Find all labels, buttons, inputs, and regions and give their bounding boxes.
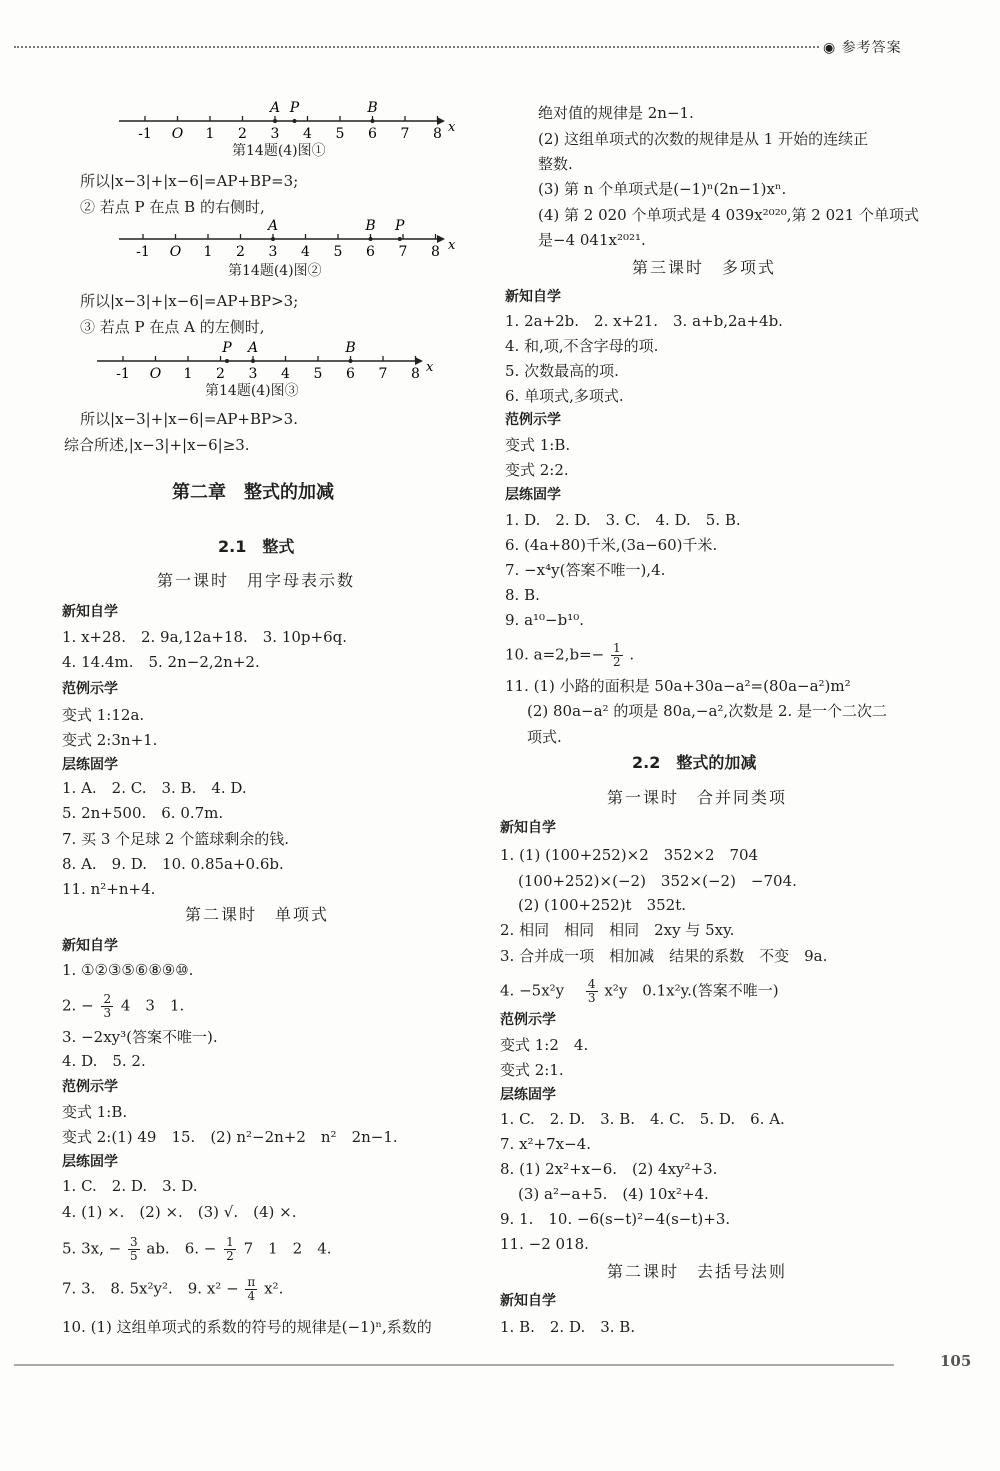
answer-line: (3) 第 n 个单项式是(−1)ⁿ(2n−1)xⁿ. — [538, 180, 787, 198]
answer-line: 1. C. 2. D. 3. B. 4. C. 5. D. 6. A. — [500, 1110, 785, 1128]
answer-line: 1. (1) (100+252)×2 352×2 704 — [500, 846, 759, 864]
point-marker — [271, 237, 275, 241]
answer-line: 变式 2:1. — [500, 1061, 564, 1079]
subheading: 范例示学 — [62, 681, 118, 697]
tick-label: 6 — [368, 126, 377, 142]
text-part: 7. 3. 8. 5x²y². 9. x² − — [62, 1279, 239, 1298]
numerator: 1 — [612, 641, 621, 655]
answer-line: 1. C. 2. D. 3. D. — [62, 1177, 198, 1195]
point-label: P — [395, 218, 405, 234]
answer-line: 11. n²+n+4. — [62, 880, 156, 898]
denominator: 2 — [226, 1249, 234, 1263]
answer-line: 变式 2:2. — [505, 461, 569, 479]
point-label: A — [269, 100, 281, 116]
tick-label: 3 — [270, 126, 280, 142]
point-marker — [293, 119, 297, 123]
axis-label: x — [448, 238, 455, 253]
answer-line: (2) 这组单项式的次数的规律是从 1 开始的连续正 — [538, 130, 869, 148]
chapter-title: 第二章 整式的加减 — [172, 482, 334, 503]
number-line-figure-3 — [93, 336, 433, 386]
text-line: 综合所述,|x−3|+|x−6|≥3. — [64, 436, 250, 454]
answer-line: 6. 单项式,多项式. — [505, 387, 624, 405]
answer-line: 9. a¹⁰−b¹⁰. — [505, 611, 585, 629]
answer-line: 7. x²+7x−4. — [500, 1135, 592, 1153]
numerator: π — [247, 1275, 256, 1289]
fraction — [611, 642, 623, 669]
answer-line: 项式. — [527, 728, 562, 746]
arrow-head — [437, 235, 445, 243]
numerator: 2 — [103, 992, 112, 1006]
answer-line: 是−4 041x²⁰²¹. — [538, 231, 646, 249]
text-part: x². — [264, 1279, 284, 1298]
point-label: A — [267, 218, 279, 234]
point-label: B — [345, 340, 356, 356]
point-label: P — [222, 340, 232, 356]
tick-label: 4 — [281, 366, 290, 382]
point-marker — [371, 119, 375, 123]
axis-label: x — [448, 120, 455, 135]
answer-line: 3. −2xy³(答案不唯一). — [62, 1028, 218, 1046]
figure-caption-2: 第14题(4)图② — [228, 263, 322, 279]
answer-line: (4) 第 2 020 个单项式是 4 039x²⁰²⁰,第 2 021 个单项式 — [538, 206, 919, 224]
answer-line: 1. x+28. 2. 9a,12a+18. 3. 10p+6q. — [62, 628, 348, 646]
answer-line: 6. (4a+80)千米,(3a−60)千米. — [505, 536, 718, 554]
text-part: ab. 6. − — [146, 1239, 217, 1258]
lesson-title: 第三课时 多项式 — [632, 258, 777, 277]
answer-line: 变式 2:(1) 49 15. (2) n²−2n+2 n² 2n−1. — [62, 1128, 398, 1146]
tick-label: 1 — [205, 126, 215, 142]
subheading: 范例示学 — [500, 1012, 556, 1028]
answer-line: 8. A. 9. D. 10. 0.85a+0.6b. — [62, 855, 284, 873]
answer-line: 变式 2:3n+1. — [62, 731, 158, 749]
figure-caption-3: 第14题(4)图③ — [205, 383, 299, 399]
answer-line: 变式 1:2 4. — [500, 1036, 589, 1054]
page-number: 105 — [940, 1352, 972, 1370]
answer-line: 绝对值的规律是 2n−1. — [538, 104, 694, 122]
text-part: 2. − — [62, 996, 94, 1015]
text-part: 10. a=2,b=− — [505, 645, 605, 664]
point-marker — [225, 359, 229, 363]
tick-label: -1 — [138, 126, 152, 142]
subheading: 新知自学 — [500, 820, 556, 836]
answer-line — [62, 1236, 332, 1263]
denominator: 5 — [129, 1249, 138, 1263]
answer-line: 10. (1) 这组单项式的系数的符号的规律是(−1)ⁿ,系数的 — [62, 1318, 432, 1336]
subheading: 层练固学 — [500, 1087, 556, 1103]
answer-line: 整数. — [538, 155, 573, 173]
tick-label: 7 — [400, 126, 410, 142]
point-marker — [251, 359, 255, 363]
tick-label: 2 — [238, 126, 247, 142]
denominator: 4 — [247, 1289, 256, 1303]
fraction — [101, 993, 113, 1020]
answer-line: 1. 2a+2b. 2. x+21. 3. a+b,2a+4b. — [505, 312, 783, 330]
section-title: 2.1 整式 — [218, 537, 295, 556]
lesson-title: 第二课时 单项式 — [185, 905, 330, 924]
tick-label: 2 — [216, 366, 225, 382]
fraction — [128, 1236, 140, 1263]
point-marker — [349, 359, 353, 363]
text-line: ② 若点 P 在点 B 的右侧时, — [80, 198, 265, 216]
answer-line — [505, 642, 634, 669]
answer-line: 1. A. 2. C. 3. B. 4. D. — [62, 779, 247, 797]
point-marker — [369, 237, 373, 241]
tick-label: 5 — [333, 244, 343, 260]
tick-label: 6 — [346, 366, 355, 382]
subheading: 新知自学 — [505, 289, 561, 305]
tick-label: 4 — [303, 126, 312, 142]
point-label: A — [247, 340, 259, 356]
answer-line: 7. −x⁴y(答案不唯一),4. — [505, 561, 666, 579]
section-title: 2.2 整式的加减 — [632, 753, 757, 772]
answer-line: 8. B. — [505, 586, 540, 604]
tick-label: 3 — [248, 366, 258, 382]
subheading: 范例示学 — [505, 412, 561, 428]
point-label: B — [365, 218, 376, 234]
denominator: 3 — [587, 991, 596, 1005]
answer-line: 1. B. 2. D. 3. B. — [500, 1318, 636, 1336]
tick-label: 1 — [203, 244, 213, 260]
answer-line — [500, 978, 779, 1005]
answer-line: (100+252)×(−2) 352×(−2) −704. — [518, 872, 797, 890]
point-marker — [273, 119, 277, 123]
text-line: 所以|x−3|+|x−6|=AP+BP=3; — [80, 172, 299, 190]
answer-line: 变式 1:B. — [62, 1103, 128, 1121]
subheading: 层练固学 — [62, 757, 118, 773]
fraction — [245, 1276, 257, 1303]
subheading: 新知自学 — [62, 604, 118, 620]
text-part: x²y 0.1x²y.(答案不唯一) — [604, 981, 779, 1000]
answer-line: 4. 14.4m. 5. 2n−2,2n+2. — [62, 653, 260, 671]
answer-line: 2. 相同 相同 相同 2xy 与 5xy. — [500, 921, 735, 939]
answer-line: 4. 和,项,不含字母的项. — [505, 337, 659, 355]
answer-line: 3. 合并成一项 相加减 结果的系数 不变 9a. — [500, 947, 828, 965]
tick-label: 8 — [433, 126, 442, 142]
text-part: . — [629, 645, 635, 664]
answer-line: (2) 80a−a² 的项是 80a,−a²,次数是 2. 是一个二次二 — [527, 702, 888, 720]
tick-label: 7 — [378, 366, 388, 382]
lesson-title: 第一课时 用字母表示数 — [157, 571, 356, 590]
tick-label: 2 — [236, 244, 245, 260]
tick-label: -1 — [136, 244, 150, 260]
subheading: 范例示学 — [62, 1079, 118, 1095]
answer-line: 8. (1) 2x²+x−6. (2) 4xy²+3. — [500, 1160, 718, 1178]
numerator: 1 — [226, 1235, 234, 1249]
answer-line: 4. (1) ×. (2) ×. (3) √. (4) ×. — [62, 1203, 297, 1221]
subheading: 新知自学 — [500, 1293, 556, 1309]
header-dotted-rule — [14, 46, 819, 48]
answer-line — [62, 1276, 283, 1303]
answer-line: 变式 1:12a. — [62, 706, 145, 724]
tick-label: -1 — [116, 366, 130, 382]
subheading: 新知自学 — [62, 938, 118, 954]
footer-rule — [14, 1364, 894, 1366]
answer-line: 11. (1) 小路的面积是 50a+30a−a²=(80a−a²)m² — [505, 677, 851, 695]
figure-caption-1: 第14题(4)图① — [232, 143, 326, 159]
answer-line: 1. ①②③⑤⑥⑧⑨⑩. — [62, 961, 194, 979]
numerator: 4 — [587, 977, 596, 991]
subheading: 层练固学 — [62, 1154, 118, 1170]
tick-label: 8 — [431, 244, 440, 260]
fraction — [586, 978, 598, 1005]
tick-label: 5 — [313, 366, 323, 382]
tick-label: 3 — [268, 244, 278, 260]
answer-line: (2) (100+252)t 352t. — [518, 896, 687, 914]
answer-line: 1. D. 2. D. 3. C. 4. D. 5. B. — [505, 511, 741, 529]
tick-label: O — [149, 366, 162, 382]
lesson-title: 第一课时 合并同类项 — [607, 788, 788, 807]
number-line-figure-1 — [115, 96, 455, 146]
tick-label: O — [171, 126, 184, 142]
text-part: 4 3 1. — [120, 996, 185, 1015]
answer-line — [62, 993, 184, 1020]
subheading: 层练固学 — [505, 487, 561, 503]
answer-line: 11. −2 018. — [500, 1235, 589, 1253]
tick-label: 7 — [398, 244, 408, 260]
answer-line: 5. 2n+500. 6. 0.7m. — [62, 804, 224, 822]
text-part: 4. −5x²y — [500, 981, 580, 1000]
number-line-figure-2 — [115, 216, 455, 266]
denominator: 3 — [103, 1006, 112, 1020]
lesson-title: 第二课时 去括号法则 — [607, 1262, 788, 1281]
text-part: 5. 3x, − — [62, 1239, 122, 1258]
text-line: 所以|x−3|+|x−6|=AP+BP>3; — [80, 292, 299, 310]
tick-label: 4 — [301, 244, 310, 260]
answer-line: 5. 次数最高的项. — [505, 362, 619, 380]
tick-label: 5 — [335, 126, 345, 142]
answer-line: 7. 买 3 个足球 2 个篮球剩余的钱. — [62, 830, 290, 848]
text-line: 所以|x−3|+|x−6|=AP+BP>3. — [80, 410, 298, 428]
point-marker — [398, 237, 402, 241]
answer-line: (3) a²−a+5. (4) 10x²+4. — [518, 1185, 709, 1203]
answer-line: 9. 1. 10. −6(s−t)²−4(s−t)+3. — [500, 1210, 731, 1228]
tick-label: 1 — [183, 366, 193, 382]
point-label: B — [367, 100, 378, 116]
tick-label: 8 — [411, 366, 420, 382]
text-part: 7 1 2 4. — [243, 1239, 332, 1258]
point-label: P — [289, 100, 300, 116]
denominator: 2 — [612, 655, 621, 669]
axis-label: x — [426, 360, 433, 375]
tick-label: 6 — [366, 244, 375, 260]
answer-line: 4. D. 5. 2. — [62, 1052, 146, 1070]
answer-line: 变式 1:B. — [505, 436, 571, 454]
tick-label: O — [169, 244, 182, 260]
numerator: 3 — [129, 1235, 138, 1249]
arrow-head — [437, 117, 445, 125]
text-line: ③ 若点 P 在点 A 的左侧时, — [80, 318, 265, 336]
fraction — [224, 1236, 236, 1263]
arrow-head — [415, 357, 423, 365]
header-section-label: ◉ 参考答案 — [823, 40, 902, 56]
